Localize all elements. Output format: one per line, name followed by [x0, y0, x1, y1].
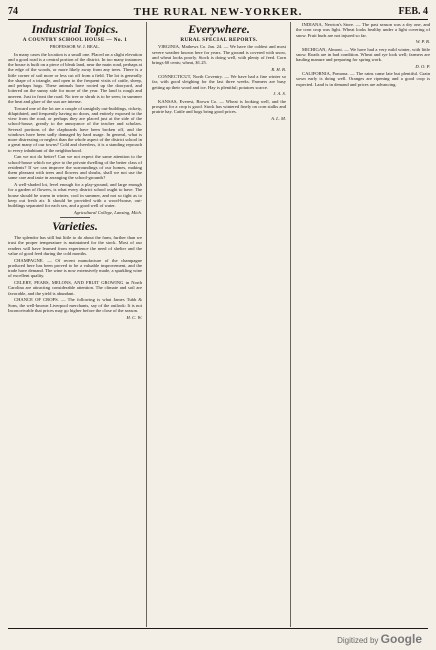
paragraph: CHAMPAGNE. — Of recent manufacture of the champagne produced here has been proved to be a valuable improvement, and the trade have demand. The wine is now extensively made, a sparkling wine of excellent quality.	[8, 257, 142, 279]
watermark-label: Digitized by	[337, 636, 379, 645]
signature: H. C. W.	[126, 314, 142, 320]
paragraph: KANSAS, Everest, Brown Co. — Wheat is looking well, and the prospect for a crop is good. Stock has wintered finely on corn stalks and prairie hay. Cattle and hogs bring good prices.	[152, 98, 286, 114]
paragraph: A well-shaded lot, level enough for a play-ground, and large enough for a garden of flowers, is what every district school ought to have. The house should be warm in winter, cool in summer, and not so tight as to keep out fresh air. It should be provided with a wood-house, out-buildings separated for each sex, and a good well of water.	[8, 182, 142, 208]
column-industrial	[8, 22, 142, 627]
column-divider	[290, 22, 291, 627]
section-heading: Industrial Topics.	[31, 22, 119, 36]
signature: J. A. S.	[273, 91, 286, 97]
watermark-brand: Google	[380, 632, 422, 646]
footer-rule	[8, 628, 428, 629]
signature: W. P. B.	[415, 39, 430, 45]
paragraph: Can we not do better? Can we not expect the same attention to the school-house which we give to the private dwelling of the better class of residents? If we can improve the surroundings of our homes, making them pleasant with trees and flowers and shrubs, shall we not use the same care and taste in arranging the school-grounds?	[8, 154, 142, 181]
byline: PROFESSOR W. J. BEAL.	[49, 44, 101, 50]
signature: Agricultural College, Lansing, Mich.	[73, 209, 142, 215]
article-title: A COUNTRY SCHOOL HOUSE — No. 1	[22, 37, 128, 43]
separator	[60, 217, 90, 218]
paragraph: INDIANA, Newton's Store. — The past season was a dry one, and the corn crop was light. Wheat looks healthy under a light covering of snow. Fruit buds are not injured so far.	[296, 22, 430, 38]
section-heading: Varieties.	[52, 219, 98, 233]
paragraph: Toward one of the lot are a couple of unsightly out-buildings, rickety, dilapidated, and frequently having no doors, and entirely exposed to the view from the road, or perhaps they are placed just at the side of the school-house, greatly to the annoyance of the teacher and scholars. Several portions of the clapboards have been broken off, and the windows have been sadly damaged by hard usage. In general, what is more distressing or neglect than the whole aspect of the district school in a great many of our towns? Cold and cheerless, it is a standing reproach to every inhabitant of the neighborhood.	[8, 105, 142, 153]
column-everywhere	[152, 22, 286, 627]
header-rule	[8, 19, 428, 20]
column-reports-continued	[296, 22, 430, 627]
column-divider	[146, 22, 147, 627]
paragraph: VIRGINIA, Mathews Co. Jan. 24. — We have the coldest and most severe weather known here for years. The ground is covered with snow, and wheat looks poorly. Stock is doing well, with plenty of feed. Corn brings 60 cents; wheat, $1.25.	[152, 44, 286, 65]
section-heading: Everywhere.	[188, 22, 250, 36]
paragraph: CELERY, PEARS, MELONS, AND FRUIT GROWING in North Carolina are attracting considerable attention. The climate and soil are favorable, and the yield is abundant.	[8, 280, 142, 296]
paragraph: In many cases the location is a small one. Placed on a slight elevation and a good road is a central portion of the district. In too many instances the house is built on a piece of bleak land, near the main road, perhaps at the edge of the woods, or more likely away from any trees. There is a little corner of soil more or less cut off from a field. The lot is generally the shape of a triangle, and open to the frequent visits of cattle, sheep, and perhaps hogs. These animals have rooted up the dooryard, and loitered on the sunny side for more of the year. The land is rough and uneven. Just in front the road. No tree or shrub is to be seen; in summer the heat and glare of the sun are intense.	[8, 51, 142, 104]
paragraph: CONNECTICUT, North Coventry. — We have had a fine winter so far, with good sleighing for the last three weeks. Farmers are busy getting up their wood and ice. Hay is plentiful; potatoes scarce.	[152, 74, 286, 90]
paragraph: CHANCE OF CROPS. — The following is what James Tubb & Sons, the well-known Liverpool merchants, say of the outlook: It is not Inconceivable that prices may go higher before the close of the season.	[8, 297, 142, 313]
issue-date: FEB. 4	[398, 6, 428, 17]
page-header	[8, 6, 428, 20]
digitized-watermark	[337, 632, 422, 646]
signature: D. O. P.	[415, 63, 430, 69]
paragraph: MICHIGAN, Almont. — We have had a very mild winter, with little snow. Roads are in bad condition. Wheat and rye look well; farmers are hauling manure and preparing for spring work.	[296, 46, 430, 62]
paragraph: CALIFORNIA, Pomona. — The rains came late but plentiful. Grain sown early is doing well. Oranges are ripening and a good crop is expected. Land is in demand and prices are advancing.	[296, 71, 430, 87]
newspaper-title: THE RURAL NEW-YORKER.	[133, 6, 303, 18]
signature: R. H. B.	[271, 66, 286, 72]
page-number: 74	[8, 6, 18, 17]
article-title: RURAL SPECIAL REPORTS.	[180, 37, 258, 43]
paragraph: The splendor has still but little to do about the farm, further than we trust the proper temperature is maintained for the stock. Most of our readers will have learned from experience the need of shelter and the value of good feed during the cold months.	[8, 235, 142, 256]
signature: A. L. M.	[271, 115, 286, 121]
